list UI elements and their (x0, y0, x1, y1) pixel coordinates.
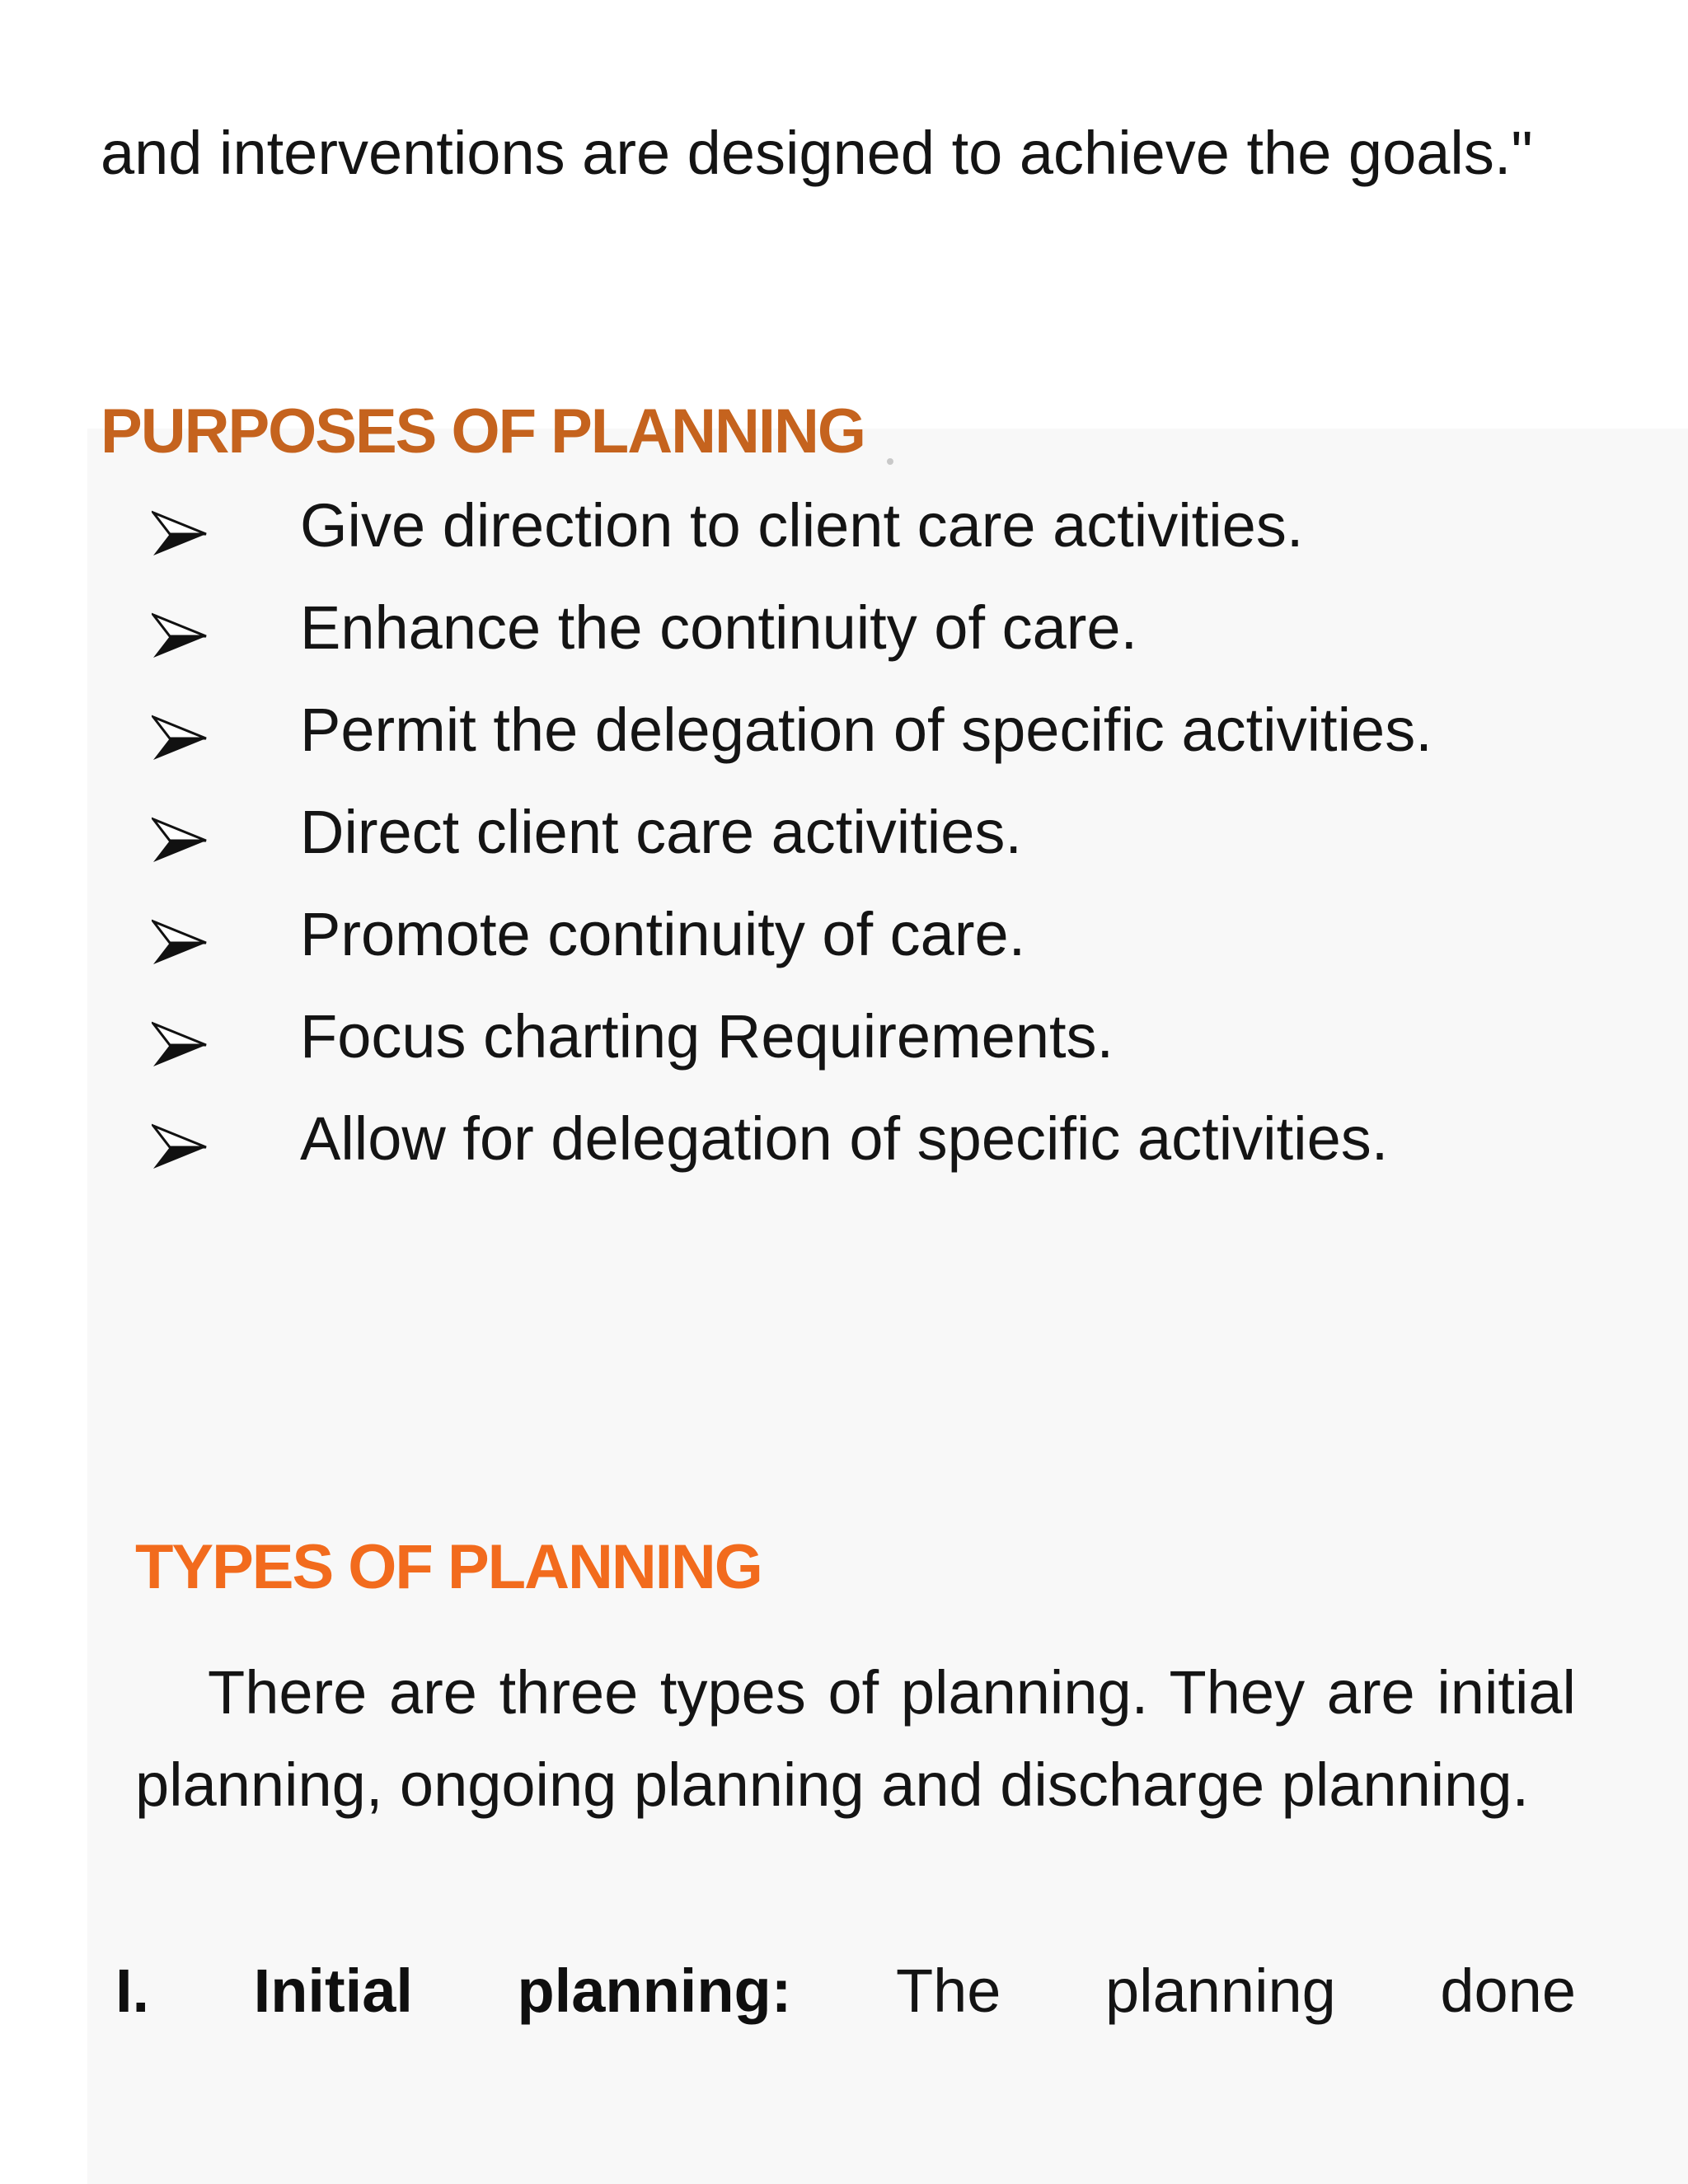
list-item (148, 887, 1517, 982)
list-item (148, 682, 1517, 778)
list-item-text: Give direction to client care activities. (300, 491, 1304, 560)
list-item-text: Promote continuity of care. (300, 900, 1026, 968)
purposes-list (148, 478, 1517, 1193)
intro-paragraph: and interventions are designed to achieve the goals." (101, 119, 1533, 187)
list-item (148, 478, 1517, 574)
types-paragraph: There are three types of planning. They are initial planning, ongoing planning and discharge planning. (135, 1658, 1576, 1819)
arrow-bullet-icon (152, 509, 209, 559)
initial-term-word-1: Initial (253, 1957, 413, 2025)
initial-text-word-2: planning (1105, 1957, 1336, 2025)
list-item-text: Focus charting Requirements. (300, 1002, 1114, 1071)
arrow-bullet-icon (152, 816, 209, 865)
initial-text-word-1: The (895, 1957, 1001, 2025)
list-item (148, 785, 1517, 880)
list-item (148, 580, 1517, 676)
initial-numeral: I. (115, 1957, 150, 2025)
arrow-bullet-icon (152, 714, 209, 763)
arrow-bullet-icon (152, 612, 209, 661)
list-item-text: Permit the delegation of specific activities. (300, 696, 1432, 764)
list-item-text: Allow for delegation of specific activities. (300, 1104, 1389, 1173)
list-item-text: Enhance the continuity of care. (300, 593, 1138, 662)
purposes-heading: PURPOSES OF PLANNING (101, 396, 865, 466)
initial-planning-line (115, 1943, 1576, 2039)
types-heading: TYPES OF PLANNING (135, 1532, 762, 1602)
list-item-text: Direct client care activities. (300, 798, 1022, 866)
list-item (148, 1091, 1517, 1187)
initial-term-word-2: planning: (517, 1957, 792, 2025)
initial-text-word-3: done (1440, 1957, 1576, 2025)
list-item (148, 989, 1517, 1085)
arrow-bullet-icon (152, 1122, 209, 1172)
arrow-bullet-icon (152, 918, 209, 968)
stray-mark (887, 458, 893, 465)
arrow-bullet-icon (152, 1020, 209, 1070)
